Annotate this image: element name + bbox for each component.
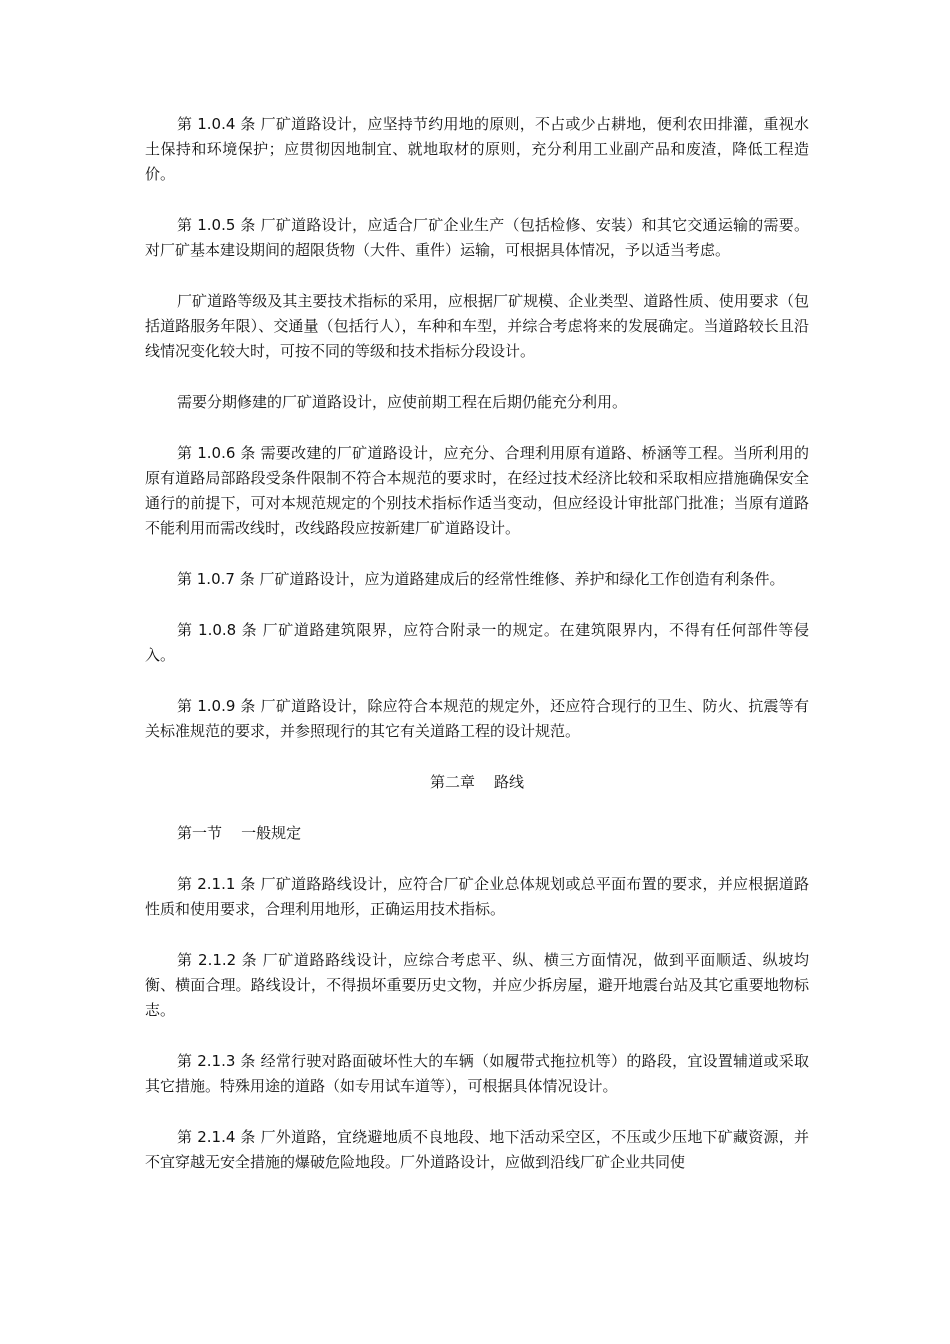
paragraph-road-grade: 厂矿道路等级及其主要技术指标的采用，应根据厂矿规模、企业类型、道路性质、使用要求（包括道路服务年限）、交通量（包括行人），车种和车型，并综合考虑将来的发展确定。当道路较长且沿线情况变化较大时，可按不同的等级和技术指标分段设计。 <box>145 292 809 360</box>
clause-1-0-6: 第 1.0.6 条 需要改建的厂矿道路设计，应充分、合理利用原有道路、桥涵等工程。当所利用的原有道路局部路段受条件限制不符合本规范的要求时，在经过技术经济比较和采取相应措施确保安全通行的前提下，可对本规范规定的个别技术指标作适当变动，但应经设计审批部门批准；当原有道路不能利用而需改线时，改线路段应按新建厂矿道路设计。 <box>145 444 809 537</box>
clause-2-1-3: 第 2.1.3 条 经常行驶对路面破坏性大的车辆（如履带式拖拉机等）的路段，宜设置辅道或采取其它措施。特殊用途的道路（如专用试车道等），可根据具体情况设计。 <box>145 1052 809 1095</box>
chapter-title: 第二章 路线 <box>429 773 525 791</box>
clause-2-1-4: 第 2.1.4 条 厂外道路，宜绕避地质不良地段、地下活动采空区，不压或少压地下矿藏资源，并不宜穿越无安全措施的爆破危险地段。厂外道路设计，应做到沿线厂矿企业共同使 <box>145 1128 809 1171</box>
clause-2-1-2: 第 2.1.2 条 厂矿道路路线设计，应综合考虑平、纵、横三方面情况，做到平面顺适、纵坡均衡、横面合理。路线设计，不得损坏重要历史文物，并应少拆房屋，避开地震台站及其它重要地物标志。 <box>145 951 809 1019</box>
clause-1-0-7: 第 1.0.7 条 厂矿道路设计，应为道路建成后的经常性维修、养护和绿化工作创造有利条件。 <box>177 570 785 588</box>
clause-1-0-5: 第 1.0.5 条 厂矿道路设计，应适合厂矿企业生产（包括检修、安装）和其它交通运输的需要。对厂矿基本建设期间的超限货物（大件、重件）运输，可根据具体情况，予以适当考虑。 <box>145 216 809 259</box>
section-title: 第一节 一般规定 <box>177 824 302 842</box>
clause-2-1-1: 第 2.1.1 条 厂矿道路路线设计，应符合厂矿企业总体规划或总平面布置的要求，并应根据道路性质和使用要求，合理利用地形，正确运用技术指标。 <box>145 875 809 918</box>
document-page <box>145 112 809 1201</box>
paragraph-phased-construction: 需要分期修建的厂矿道路设计，应使前期工程在后期仍能充分利用。 <box>177 393 628 411</box>
clause-1-0-9: 第 1.0.9 条 厂矿道路设计，除应符合本规范的规定外，还应符合现行的卫生、防火、抗震等有关标准规范的要求，并参照现行的其它有关道路工程的设计规范。 <box>145 697 809 740</box>
clause-1-0-4: 第 1.0.4 条 厂矿道路设计，应坚持节约用地的原则，不占或少占耕地，便利农田排灌，重视水土保持和环境保护；应贯彻因地制宜、就地取材的原则，充分利用工业副产品和废渣，降低工程造价。 <box>145 115 809 183</box>
clause-1-0-8: 第 1.0.8 条 厂矿道路建筑限界，应符合附录一的规定。在建筑限界内，不得有任何部件等侵入。 <box>145 621 809 664</box>
